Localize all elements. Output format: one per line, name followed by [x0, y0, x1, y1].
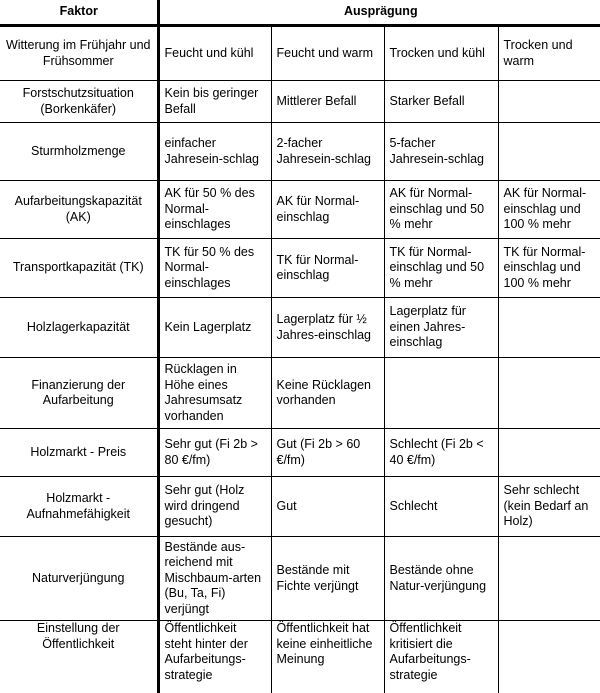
- expression-cell-3: AK für Normal-einschlag und 50 % mehr: [384, 181, 498, 239]
- table-row: [0, 429, 600, 477]
- factor-cell: Transportkapazität (TK): [0, 239, 158, 298]
- table-row: [0, 26, 600, 81]
- expression-cell-4: [498, 298, 600, 358]
- expression-cell-3: Starker Befall: [384, 81, 498, 123]
- expression-cell-4: [498, 429, 600, 477]
- expression-cell-1: Bestände aus-reichend mit Mischbaum-arten (Bu, Ta, Fi) verjüngt: [158, 537, 271, 621]
- header-expression: Ausprägung: [158, 0, 600, 26]
- expression-cell-1: Sehr gut (Fi 2b > 80 €/fm): [158, 429, 271, 477]
- expression-cell-2: Keine Rücklagen vorhanden: [271, 358, 384, 429]
- factor-cell: Sturmholzmenge: [0, 123, 158, 181]
- factor-cell: Einstellung der Öffentlichkeit: [0, 621, 158, 693]
- factor-cell: Holzlagerkapazität: [0, 298, 158, 358]
- factor-cell: Witterung im Frühjahr und Frühsommer: [0, 26, 158, 81]
- expression-cell-2: Mittlerer Befall: [271, 81, 384, 123]
- expression-cell-2: Öffentlichkeit hat keine einheitliche Meinung: [271, 621, 384, 693]
- table-row: [0, 621, 600, 693]
- header-factor: Faktor: [0, 0, 158, 26]
- expression-cell-4: Trocken und warm: [503, 38, 573, 68]
- factor-cell: Holzmarkt - Aufnahmefähigkeit: [0, 477, 158, 537]
- expression-cell-3: TK für Normal-einschlag und 50 % mehr: [384, 239, 498, 298]
- expression-cell-1: einfacher Jahresein-schlag: [158, 123, 271, 181]
- expression-cell-1: Feucht und kühl: [158, 26, 271, 81]
- expression-cell-3: Trocken und kühl: [384, 26, 498, 81]
- expression-cell-4: AK für Normal-einschlag und 100 % mehr: [498, 181, 600, 239]
- factor-cell: Forstschutzsituation (Borkenkäfer): [0, 81, 158, 123]
- expression-cell-4: [498, 81, 600, 123]
- expression-cell-1: Kein Lagerplatz: [158, 298, 271, 358]
- expression-cell-2: Gut: [271, 477, 384, 537]
- table-row: [0, 537, 600, 621]
- table-row: [0, 81, 600, 123]
- expression-cell-4: [498, 537, 600, 621]
- table-row: [0, 477, 600, 537]
- expression-cell-3: Schlecht (Fi 2b < 40 €/fm): [384, 429, 498, 477]
- expression-cell-2: AK für Normal-einschlag: [271, 181, 384, 239]
- expression-cell-3: Lagerplatz für einen Jahres-einschlag: [384, 298, 498, 358]
- factor-cell: Aufarbeitungskapazität (AK): [0, 181, 158, 239]
- expression-cell-1: AK für 50 % des Normal-einschlages: [158, 181, 271, 239]
- table-row: [0, 298, 600, 358]
- expression-cell-1: TK für 50 % des Normal-einschlages: [158, 239, 271, 298]
- expression-cell-3: Schlecht: [384, 477, 498, 537]
- expression-cell-1: Kein bis geringer Befall: [158, 81, 271, 123]
- table-row: [0, 123, 600, 181]
- header-row: [0, 0, 600, 26]
- expression-cell-4: Sehr schlecht (kein Bedarf an Holz): [498, 477, 600, 537]
- table-row: [0, 358, 600, 429]
- expression-cell-2: Bestände mit Fichte verjüngt: [271, 537, 384, 621]
- expression-cell-4: [498, 358, 600, 429]
- expression-cell-4: [498, 621, 600, 693]
- factor-cell: Finanzierung der Aufarbeitung: [0, 358, 158, 429]
- expression-cell-3: Bestände ohne Natur-verjüngung: [384, 537, 498, 621]
- expression-cell-1: Öffentlichkeit steht hinter der Aufarbeitungs-strategie: [158, 621, 271, 693]
- factor-cell: Naturverjüngung: [0, 537, 158, 621]
- expression-cell-2: 2-facher Jahresein-schlag: [271, 123, 384, 181]
- factor-cell: Holzmarkt - Preis: [0, 429, 158, 477]
- expression-cell-3: Öffentlichkeit kritisiert die Aufarbeitungs-strategie: [384, 621, 498, 693]
- expression-cell-2: Gut (Fi 2b > 60 €/fm): [271, 429, 384, 477]
- expression-cell-2: Lagerplatz für ½ Jahres-einschlag: [271, 298, 384, 358]
- table-row: [0, 181, 600, 239]
- expression-cell-1: Sehr gut (Holz wird dringend gesucht): [158, 477, 271, 537]
- table-row: [0, 239, 600, 298]
- expression-cell-1: Rücklagen in Höhe eines Jahresumsatz vorhanden: [158, 358, 271, 429]
- expression-cell-3: 5-facher Jahresein-schlag: [384, 123, 498, 181]
- expression-cell-3: [384, 358, 498, 429]
- expression-cell-2: TK für Normal-einschlag: [271, 239, 384, 298]
- expression-cell-4: [498, 123, 600, 181]
- expression-cell-2: Feucht und warm: [271, 26, 384, 81]
- expression-cell-4: TK für Normal-einschlag und 100 % mehr: [498, 239, 600, 298]
